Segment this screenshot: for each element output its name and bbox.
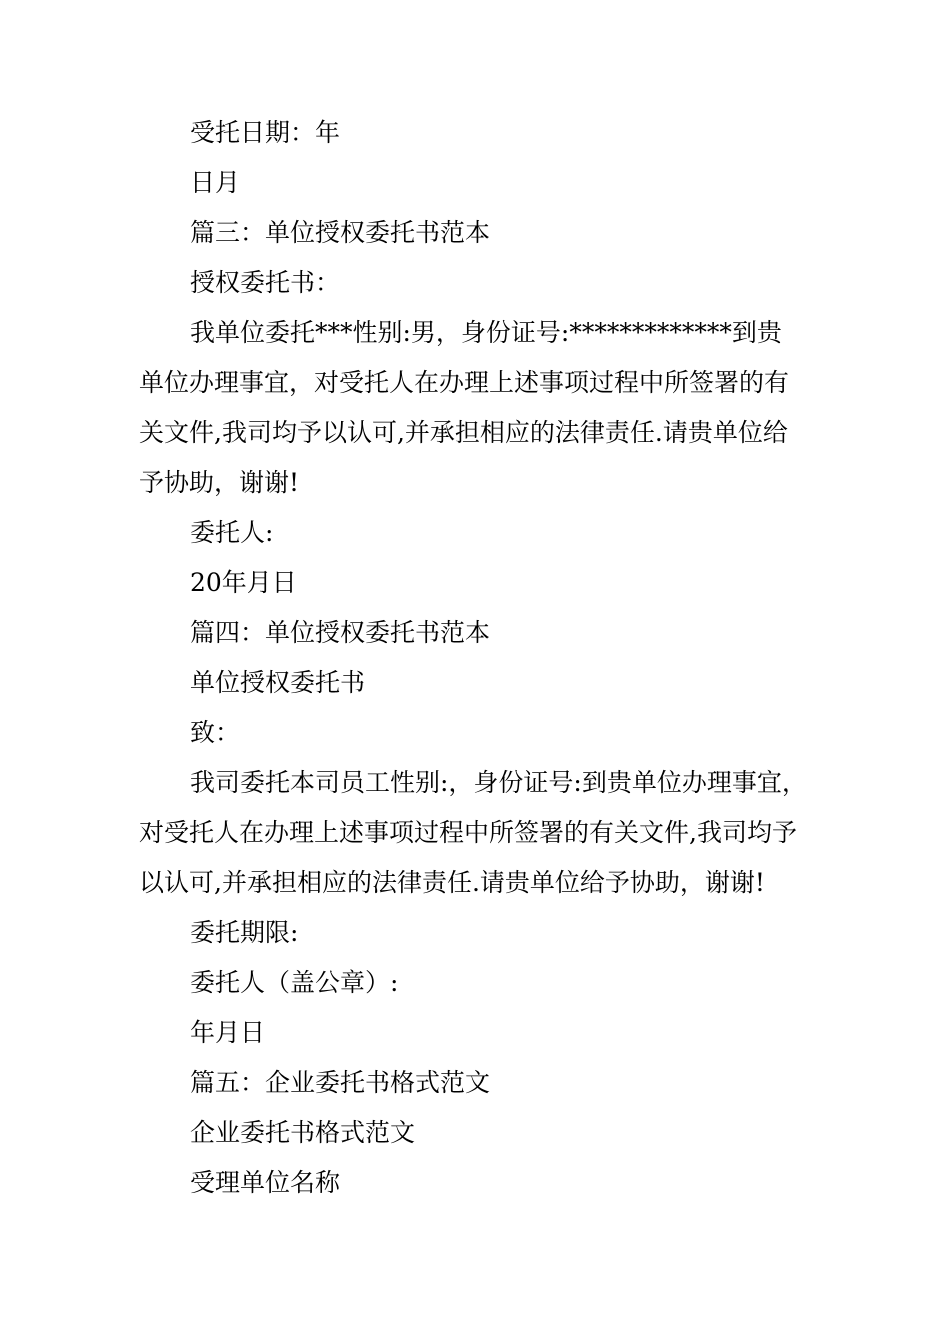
principal-label-3: 委托人:: [190, 518, 274, 547]
date-day-month-line: 日月: [190, 168, 241, 197]
paragraph-line: 我司委托本司员工性别:，身份证号:到贵单位办理事宜，: [190, 768, 807, 797]
section-heading-4: 篇四：单位授权委托书范本: [190, 618, 491, 647]
paragraph-line: 单位办理事宜，对受托人在办理上述事项过程中所签署的有: [139, 368, 790, 397]
paragraph-line: 我单位委托***性别:男，身份证号:*************到贵: [190, 318, 782, 347]
letter-title-3: 授权委托书：: [190, 268, 341, 297]
body-paragraph-4: [139, 758, 819, 908]
section-heading-5: 篇五：企业委托书格式范文: [190, 1068, 491, 1097]
paragraph-line: 对受托人在办理上述事项过程中所签署的有关文件,我司均予: [139, 818, 797, 847]
document-body: [139, 108, 819, 1208]
date-line-3: 20年月日: [190, 568, 297, 597]
date-line-4: 年月日: [190, 1018, 266, 1047]
letter-title-4: 单位授权委托书: [190, 668, 366, 697]
receiving-unit-label: 受理单位名称: [190, 1168, 341, 1197]
letter-title-5: 企业委托书格式范文: [190, 1118, 416, 1147]
addressee-line-4: 致：: [190, 718, 241, 747]
entrust-date-line: 受托日期：年: [190, 118, 341, 147]
paragraph-line: 关文件,我司均予以认可,并承担相应的法律责任.请贵单位给: [139, 418, 788, 447]
entrust-period-label: 委托期限:: [190, 918, 299, 947]
paragraph-line: 以认可,并承担相应的法律责任.请贵单位给予协助，谢谢!: [139, 868, 765, 897]
section-heading-3: 篇三：单位授权委托书范本: [190, 218, 491, 247]
paragraph-line: 予协助，谢谢!: [139, 468, 300, 497]
principal-seal-label: 委托人（盖公章）:: [190, 968, 399, 997]
body-paragraph-3: [139, 308, 819, 508]
